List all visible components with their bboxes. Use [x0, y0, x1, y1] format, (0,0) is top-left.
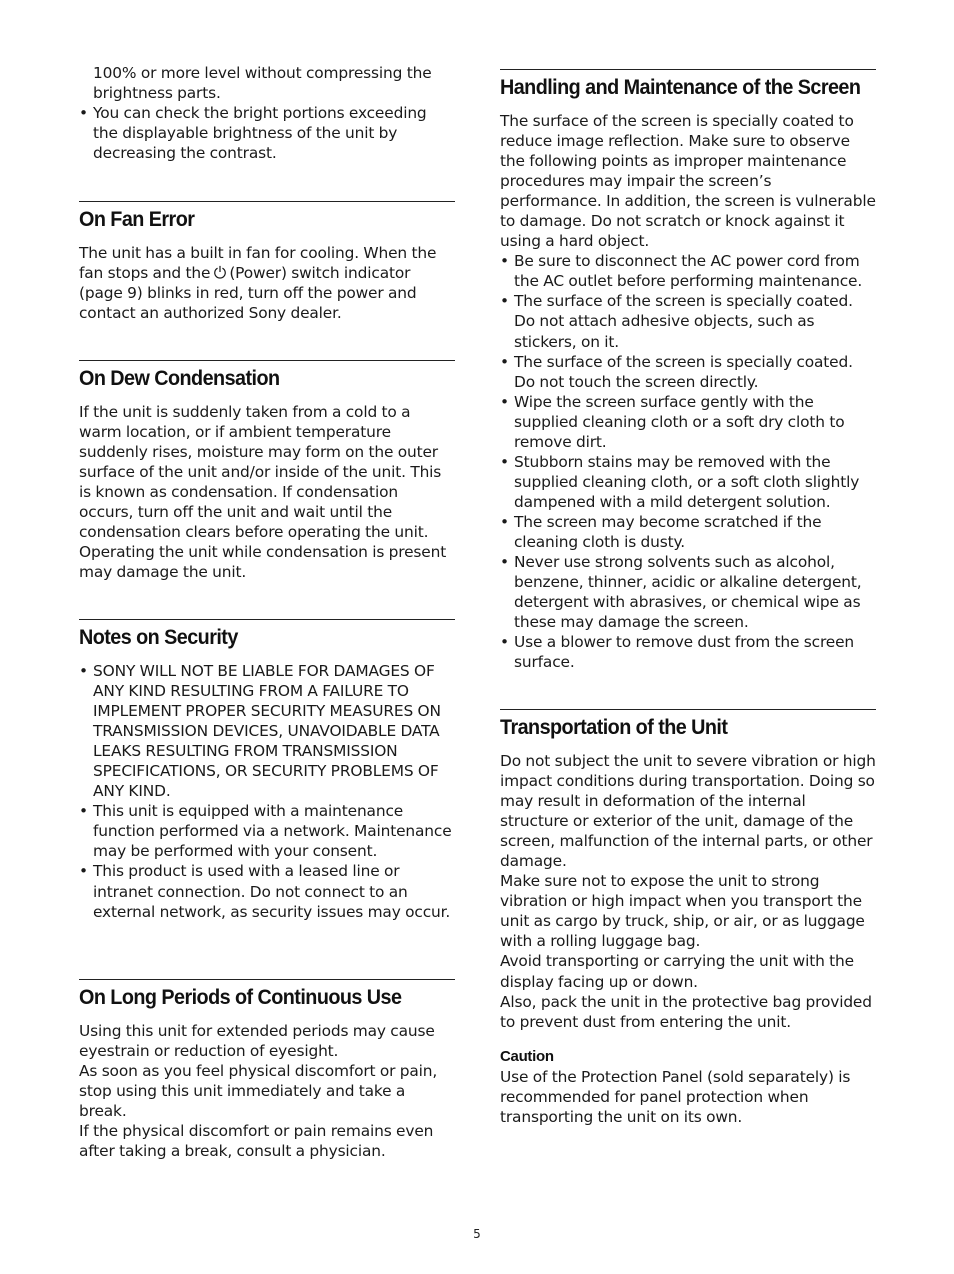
section-heading: On Dew Condensation [79, 366, 280, 390]
list-item: • The surface of the screen is specially coated. Do not touch the screen directly. [500, 352, 876, 392]
continuous-use-paragraph: As soon as you feel physical discomfort or pain, stop using this unit immediately and take a break. [79, 1062, 438, 1121]
power-icon [213, 265, 227, 279]
list-item: • Wipe the screen surface gently with the supplied cleaning cloth or a soft dry cloth to remove dirt. [500, 392, 876, 452]
list-item: • You can check the bright portions exceeding the displayable brightness of the unit by decreasing the contrast. [79, 103, 455, 163]
list-item: • Use a blower to remove dust from the screen surface. [500, 632, 876, 672]
section-heading: On Long Periods of Continuous Use [79, 985, 402, 1009]
intro-continuation-text: 100% or more level without compressing the brightness parts. [93, 64, 432, 103]
list-item: • This unit is equipped with a maintenance function performed via a network. Maintenance may be performed with your consent. [79, 801, 455, 861]
section-divider [79, 360, 455, 361]
section-divider [500, 709, 876, 710]
continuous-use-paragraph: If the physical discomfort or pain remains even after taking a break, consult a physician. [79, 1122, 434, 1161]
list-item: • SONY WILL NOT BE LIABLE FOR DAMAGES OF ANY KIND RESULTING FROM A FAILURE TO IMPLEMENT PROPER SECURITY MEASURES ON TRANSMISSION DEVICES, UNAVOIDABLE DATA LEAKS RESULTING FROM TRANSMISSION SPECIFICATIONS, OR SECURITY PROBLEMS OF ANY KIND. [79, 661, 455, 801]
intro-continuation-section [79, 63, 455, 163]
screen-maintenance-section [500, 69, 876, 672]
caution-label: Caution [500, 1047, 554, 1065]
list-item: • Be sure to disconnect the AC power cord from the AC outlet before performing maintenance. [500, 251, 876, 291]
fan-error-text [79, 243, 455, 323]
transportation-paragraph: Avoid transporting or carrying the unit with the display facing up or down. [500, 952, 854, 991]
list-item: • The screen may become scratched if the cleaning cloth is dusty. [500, 512, 876, 552]
transportation-section [500, 709, 876, 1127]
security-section [79, 619, 455, 922]
fan-error-text-after: (Power) switch indicator (page 9) blinks in red, turn off the power and contact an authorized Sony dealer. [79, 264, 417, 323]
screen-maintenance-intro: The surface of the screen is specially coated to reduce image reflection. Make sure to observe the following points as improper maintenance procedures may impair the screen’s performance. In addition, the screen is vulnerable to damage. Do not scratch or knock against it using a hard object. [500, 112, 876, 251]
fan-error-text-before: The unit has a built in fan for cooling. When the fan stops and the [79, 244, 437, 283]
security-bullet-list [79, 661, 455, 922]
page-number: 5 [473, 1227, 481, 1241]
section-heading: On Fan Error [79, 207, 195, 231]
transportation-paragraph: Do not subject the unit to severe vibration or high impact conditions during transportation. Doing so may result in deformation of the internal structure or exterior of the unit, damage of the screen, malfunction of the internal parts, or other damage. [500, 752, 876, 871]
section-divider [79, 201, 455, 202]
transportation-paragraph: Make sure not to expose the unit to strong vibration or high impact when you transport the unit as cargo by truck, ship, or air, or as luggage with a rolling luggage bag. [500, 872, 865, 951]
dew-condensation-section [79, 360, 455, 582]
section-divider [79, 979, 455, 980]
section-heading: Transportation of the Unit [500, 715, 728, 739]
section-heading: Handling and Maintenance of the Screen [500, 75, 861, 99]
intro-bullet-list [79, 103, 455, 163]
section-divider [79, 619, 455, 620]
fan-error-section [79, 201, 455, 323]
screen-maintenance-bullet-list [500, 251, 876, 672]
list-item: • This product is used with a leased line or intranet connection. Do not connect to an external network, as security issues may occur. [79, 861, 455, 921]
section-heading: Notes on Security [79, 625, 238, 649]
transportation-paragraph: Also, pack the unit in the protective bag provided to prevent dust from entering the unit. [500, 992, 872, 1031]
dew-condensation-text: If the unit is suddenly taken from a cold to a warm location, or if ambient temperature suddenly rises, moisture may form on the outer surface of the unit and/or inside of the unit. This is known as condensation. If condensation occurs, turn off the unit and wait until the condensation clears before operating the unit. Operating the unit while condensation is present may damage the unit. [79, 403, 447, 582]
continuous-use-paragraph: Using this unit for extended periods may cause eyestrain or reduction of eyesight. [79, 1022, 435, 1061]
list-item: • The surface of the screen is specially coated. Do not attach adhesive objects, such as stickers, on it. [500, 291, 876, 351]
continuous-use-section [79, 979, 455, 1161]
list-item: • Never use strong solvents such as alcohol, benzene, thinner, acidic or alkaline detergent, detergent with abrasives, or chemical wipe as these may damage the screen. [500, 552, 876, 632]
list-item: • Stubborn stains may be removed with the supplied cleaning cloth, or a soft cloth slightly dampened with a mild detergent solution. [500, 452, 876, 512]
caution-text: Use of the Protection Panel (sold separately) is recommended for panel protection when transporting the unit on its own. [500, 1067, 851, 1126]
section-divider [500, 69, 876, 70]
